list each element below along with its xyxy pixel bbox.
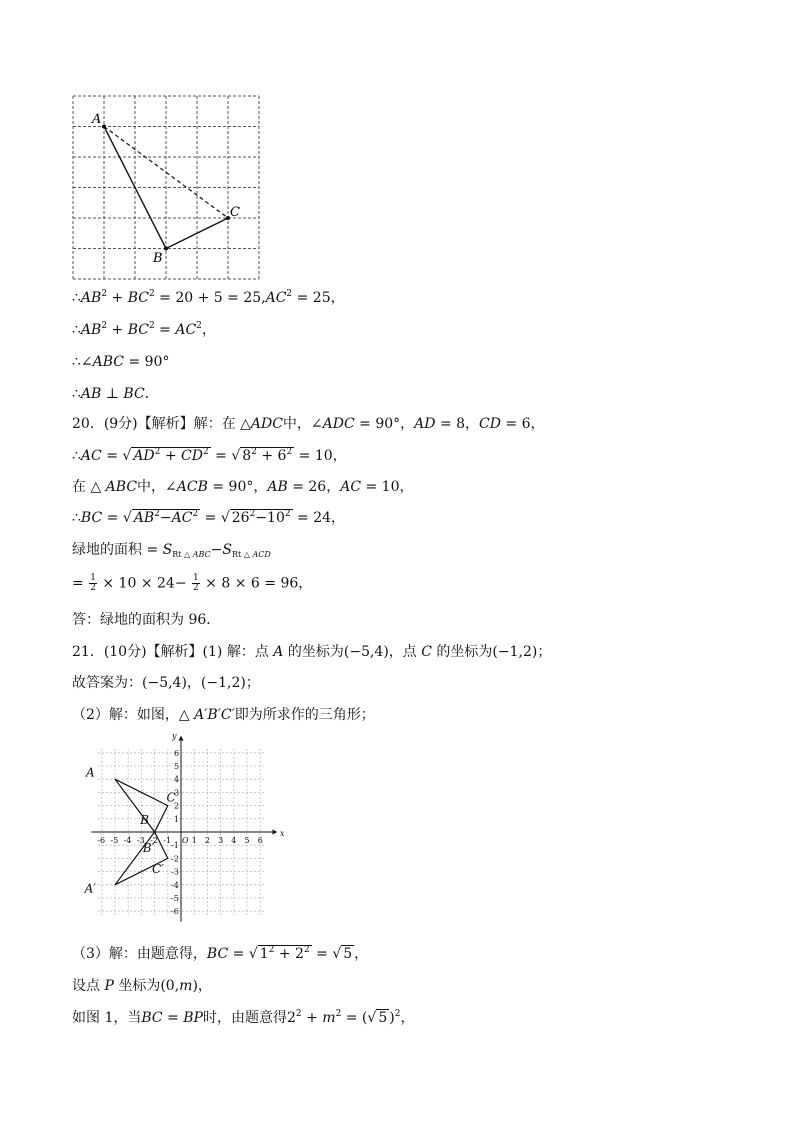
proof-line-2: $\therefore AB^2 + BC^2 = AC^2$， bbox=[72, 321, 216, 338]
label-c: C bbox=[230, 205, 240, 220]
proof-line-1: $\therefore AB^2 + BC^2 = 20 + 5 = 25,AC^2 = 25$， bbox=[72, 289, 345, 306]
x-tick-label: -2 bbox=[150, 836, 158, 845]
label-b-prime: B′ bbox=[142, 840, 155, 855]
label-b: B bbox=[153, 251, 163, 266]
x-tick-label: -1 bbox=[163, 836, 172, 845]
y-tick-label: -4 bbox=[171, 880, 179, 890]
q20-area-formula: 绿地的面积 = $S_{Rt \triangle ABC}-S_{Rt \triangle ACD}$ bbox=[72, 542, 271, 559]
y-tick-label: -2 bbox=[171, 854, 179, 864]
x-axis-label: x bbox=[280, 829, 285, 838]
x-tick-label: 1 bbox=[191, 836, 197, 845]
x-tick-label: 3 bbox=[218, 836, 224, 845]
q21-heading: 21．(10分)【解析】(1) 解：点 A 的坐标为(−5,4)，点 C 的坐标为(−1,2)； bbox=[72, 644, 552, 660]
triangle-grid-figure bbox=[72, 95, 262, 281]
y-tick-label: 2 bbox=[174, 801, 180, 811]
y-tick-label: 4 bbox=[174, 775, 180, 785]
x-axis-arrow bbox=[272, 830, 277, 835]
q21-point-p: 设点 P 坐标为(0,m)， bbox=[72, 978, 212, 994]
x-tick-label: -5 bbox=[110, 836, 119, 845]
proof-line-4: ∴AB ⊥ BC． bbox=[72, 386, 159, 402]
q20-bc: ∴BC = √ $AB^2-AC^2$ = √ $26^2-10^2 = 24$， bbox=[72, 509, 346, 526]
y-tick-label: 3 bbox=[174, 788, 180, 798]
x-tick-label: -4 bbox=[123, 836, 132, 845]
segment-ac-dashed bbox=[104, 127, 228, 219]
y-tick-label: -5 bbox=[171, 894, 179, 903]
label-a: A bbox=[92, 112, 102, 127]
x-tick-label: -3 bbox=[136, 836, 145, 845]
coordinate-figure bbox=[84, 731, 288, 926]
y-tick-label: 1 bbox=[174, 814, 180, 824]
q21-part-2: （2）解：如图，△ A′B′C′即为所求作的三角形； bbox=[72, 707, 375, 723]
q21-part-3: （3）解：由题意得，BC = √ $1^2 + 2^2$ = √ 5 ， bbox=[72, 945, 369, 962]
x-tick-label: 6 bbox=[257, 836, 263, 845]
label-c-prime: C′ bbox=[151, 861, 164, 876]
y-tick-label: -6 bbox=[171, 907, 179, 917]
y-axis-arrow bbox=[179, 736, 184, 741]
y-axis-label: y bbox=[172, 731, 177, 741]
q20-answer: 答：绿地的面积为 96． bbox=[72, 612, 221, 628]
proof-line-3: ∴∠ABC = 90° bbox=[72, 354, 170, 370]
origin-label: O bbox=[182, 836, 189, 845]
label-a-prime: A′ bbox=[84, 881, 97, 896]
q20-heading: 20．(9分)【解析】解：在 △ADC中，∠ADC = 90°，AD = 8，CD = 6， bbox=[72, 416, 545, 432]
y-tick-label: 6 bbox=[174, 748, 180, 758]
label-c: C bbox=[166, 790, 176, 805]
label-a: A bbox=[85, 765, 95, 780]
x-tick-label: 2 bbox=[204, 836, 210, 845]
label-b: B bbox=[140, 813, 149, 828]
q20-ac: ∴AC = √ $AD^2 + CD^2$ = √ $8^2 + 6^2 = 10$， bbox=[72, 447, 347, 464]
q21-answer-1: 故答案为：(−5,4)，(−1,2)； bbox=[72, 675, 260, 691]
y-tick-label: -3 bbox=[171, 867, 179, 877]
x-tick-label: 4 bbox=[231, 836, 237, 845]
q21-figure-1-case: 如图 1，当BC = BP时，由题意得$2^2 + m^2$ = (√ 5 )$^2$， bbox=[72, 1009, 415, 1026]
y-tick-label: 5 bbox=[174, 762, 180, 771]
q20-area-calc: = $\frac{1}{2}$ × 10 × 24− $\frac{1}{2}$ × 8 × 6 = 96， bbox=[72, 573, 313, 593]
x-tick-label: -6 bbox=[97, 836, 106, 845]
x-tick-label: 5 bbox=[244, 836, 250, 845]
y-tick-label: -1 bbox=[171, 841, 179, 851]
q20-triangle-abc: 在 △ ABC中，∠ACB = 90°，AB = 26，AC = 10， bbox=[72, 479, 414, 495]
